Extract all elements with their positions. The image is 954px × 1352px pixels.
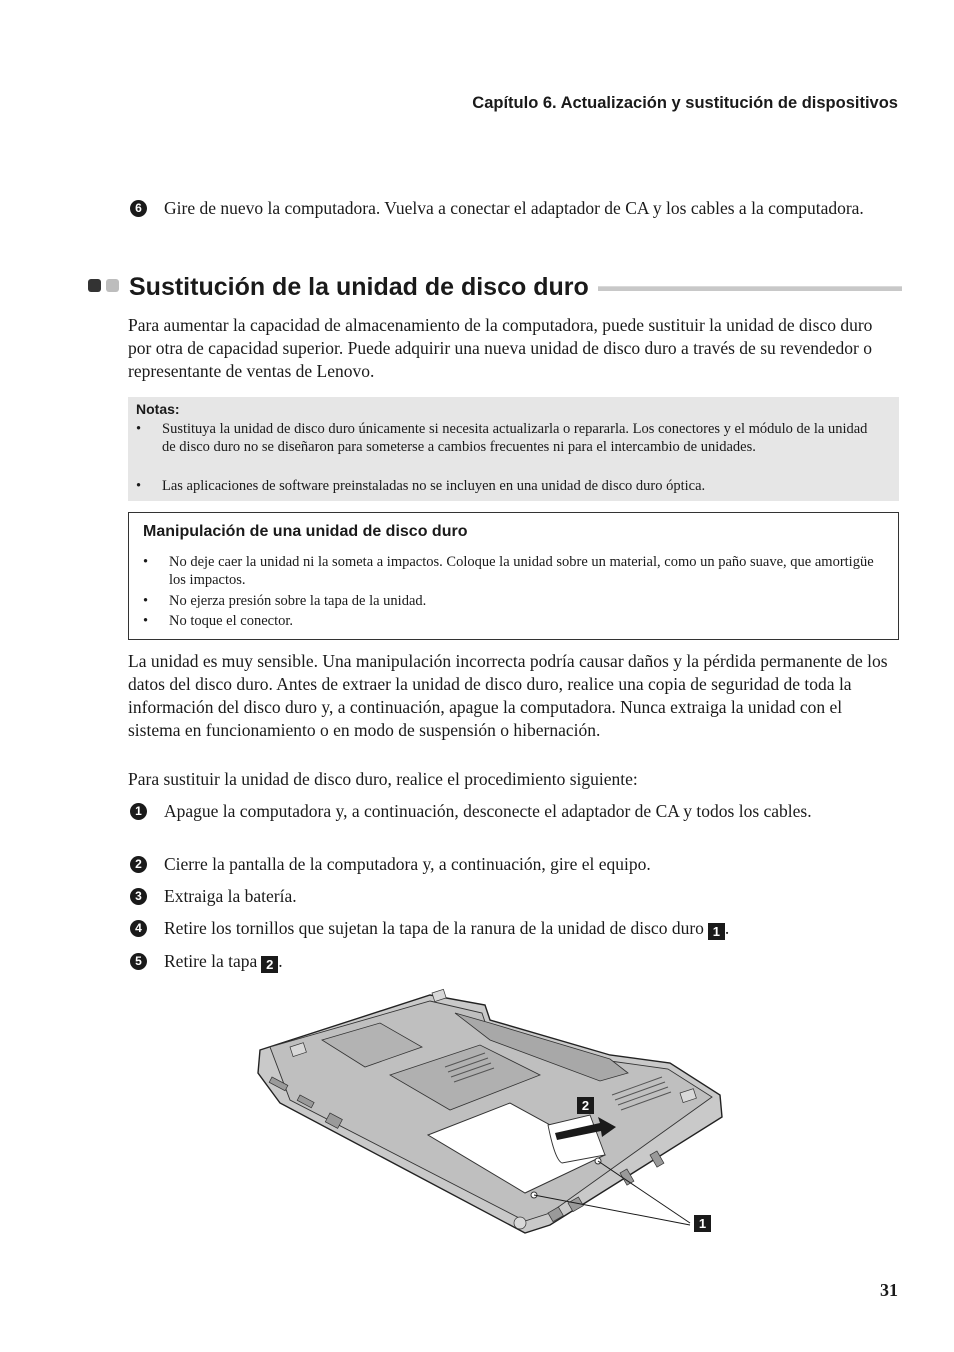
note-item [136,420,877,474]
handling-item [143,592,876,610]
step-suffix: . [724,918,730,938]
figure-callout-1: 1 [694,1215,711,1232]
notes-box [128,397,899,501]
step-suffix: . [278,951,283,971]
callout-badge: 1 [708,923,725,940]
step-text: Apague la computadora y, a continuación, desconecte el adaptador de CA y todos los cables. [164,801,812,821]
step-text: Gire de nuevo la computadora. Vuelva a conectar el adaptador de CA y los cables a la computadora. [164,198,864,218]
handling-item [143,553,876,589]
warning-paragraph: La unidad es muy sensible. Una manipulación incorrecta podría causar daños y la pérdida permanente de los datos del disco duro. Antes de extraer la unidad de disco duro, realice una copia de seguridad de toda la información del disco duro y, a continuación, apague la computadora. Nunca extraiga la unidad con el sistema en funcionamiento o en modo de suspensión o hibernación. [128,651,888,740]
step-text: Cierre la pantalla de la computadora y, a continuación, gire el equipo. [164,854,651,874]
handling-item [143,612,876,630]
heading-square-icon [106,279,119,292]
bullet-icon: • [136,421,142,437]
step-2 [130,853,900,876]
callout-badge: 2 [261,956,278,973]
step-number: 4 [130,920,147,937]
handling-label: Manipulación de una unidad de disco duro [143,523,468,540]
bullet-icon: • [143,554,149,570]
step-number: 2 [130,856,147,873]
handling-text: No deje caer la unidad ni la someta a impactos. Coloque la unidad sobre un material, como un paño suave, que amortigüe los impactos. [169,554,874,588]
step-4 [130,917,900,940]
step-text-wrap [164,950,900,973]
laptop-figure [250,985,730,1265]
bullet-icon: • [136,478,142,494]
notes-label: Notas: [136,401,180,417]
step-6 [130,197,900,243]
step-number: 6 [130,200,147,217]
note-text: Sustituya la unidad de disco duro únicamente si necesita actualizarla o repararla. Los conectores y el módulo de la unidad de disco duro no se diseñaron para someterse a cambios frecuentes ni para el intercambio de unidades. [162,421,868,455]
handling-text: No ejerza presión sobre la tapa de la unidad. [169,593,427,609]
step-number: 1 [130,803,147,820]
step-text: Retire los tornillos que sujetan la tapa de la ranura de la unidad de disco duro [164,918,704,938]
leader-line [598,1161,690,1223]
step-3 [130,885,900,908]
section-heading [88,270,902,304]
procedure-intro: Para sustituir la unidad de disco duro, realice el procedimiento siguiente: [128,769,638,789]
step-number: 5 [130,953,147,970]
laptop-bottom-illustration [250,985,730,1265]
figure-callout-2: 2 [577,1097,594,1114]
bullet-icon: • [143,593,149,609]
step-number: 3 [130,888,147,905]
running-header: Capítulo 6. Actualización y sustitución de dispositivos [472,94,898,112]
intro-paragraph: Para aumentar la capacidad de almacenamiento de la computadora, puede sustituir la unidad de disco duro por otra de capacidad superior. Puede adquirir una nueva unidad de disco duro a través de su revendedor o representante de ventas de Lenovo. [128,315,873,381]
step-text-wrap [164,917,900,940]
note-text: Las aplicaciones de software preinstaladas no se incluyen en una unidad de disco duro óptica. [162,478,706,494]
heading-square-icon [88,279,101,292]
page-number: 31 [880,1280,898,1300]
heading-rule [598,286,902,291]
note-item [136,477,877,495]
bullet-icon: • [143,613,149,629]
handling-box [128,512,899,640]
step-text: Retire la tapa [164,951,258,971]
handling-text: No toque el conector. [169,613,294,629]
section-title: Sustitución de la unidad de disco duro [129,273,589,301]
step-text: Extraiga la batería. [164,886,297,906]
step-5 [130,950,900,973]
step-1 [130,800,900,846]
